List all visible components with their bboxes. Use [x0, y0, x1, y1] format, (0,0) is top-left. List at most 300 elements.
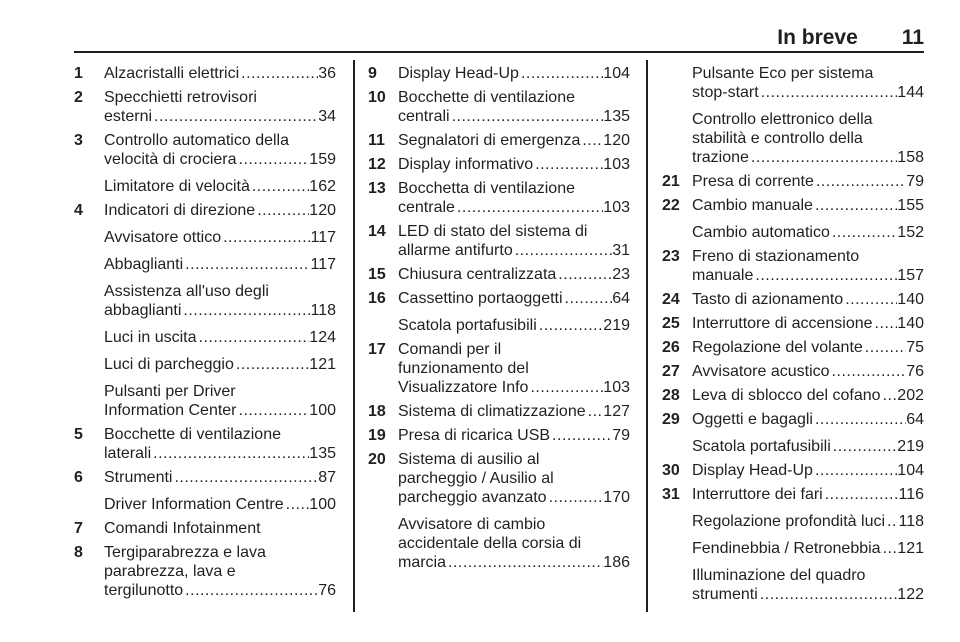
dot-leader: [197, 328, 310, 347]
entry-number: [662, 539, 692, 558]
dot-leader: [446, 553, 603, 572]
page-header: [777, 26, 924, 50]
entry-text-line: parcheggio / Ausilio al: [398, 470, 554, 487]
entry-number: 17: [368, 341, 386, 358]
dot-leader: [234, 355, 309, 374]
index-entry[interactable]: [368, 265, 630, 284]
entry-body: [104, 328, 336, 347]
index-entry[interactable]: [368, 131, 630, 150]
entry-page-number[interactable]: 219: [603, 317, 630, 334]
entry-body: [104, 495, 336, 514]
entry-body: [692, 437, 924, 456]
entry-page-number[interactable]: 117: [310, 256, 336, 273]
entry-number: 20: [368, 451, 386, 468]
entry-text-line: funzionamento del: [398, 360, 529, 377]
entry-text-line: Tergiparabrezza e lava: [104, 544, 266, 561]
entry-body: [104, 228, 336, 247]
entry-body: [104, 425, 336, 463]
entry-body: [104, 88, 336, 126]
entry-number: 6: [74, 469, 83, 486]
dot-leader: [513, 241, 612, 260]
index-entry[interactable]: [368, 316, 630, 335]
dot-leader: [758, 585, 898, 604]
dot-leader: [881, 539, 898, 558]
index-entry[interactable]: [74, 543, 336, 600]
dot-leader: [873, 314, 898, 333]
entry-text-line: Strumenti: [104, 469, 173, 486]
entry-number: 31: [662, 486, 680, 503]
entry-text-line: Bocchette di ventilazione: [398, 89, 575, 106]
entry-number: 3: [74, 132, 83, 149]
index-entry[interactable]: [74, 64, 336, 83]
index-entry[interactable]: [662, 566, 924, 604]
index-entry[interactable]: [74, 468, 336, 487]
entry-text-line: Sistema di ausilio al: [398, 451, 540, 468]
entry-page-number[interactable]: 135: [603, 108, 630, 125]
entry-body: [104, 255, 336, 274]
index-entry[interactable]: [74, 495, 336, 514]
entry-number: 13: [368, 180, 386, 197]
entry-body: [398, 179, 630, 217]
entry-body: [104, 177, 336, 196]
entry-text-line: Information Center: [104, 402, 237, 419]
dot-leader: [237, 401, 310, 420]
entry-number: [368, 316, 398, 335]
entry-page-number[interactable]: 79: [906, 173, 924, 190]
entry-body: [104, 382, 336, 420]
entry-page-number[interactable]: 103: [603, 156, 630, 173]
entry-page-number[interactable]: 64: [906, 411, 924, 428]
entry-body: [692, 566, 924, 604]
entry-body: [692, 64, 924, 102]
entry-body: [104, 282, 336, 320]
entry-text-line: Bocchetta di ventilazione: [398, 180, 575, 197]
entry-page-number[interactable]: 103: [603, 379, 630, 396]
entry-body: [692, 172, 924, 191]
dot-leader: [556, 265, 612, 284]
entry-text-line: tergilunotto: [104, 582, 184, 599]
entry-page-number[interactable]: 202: [897, 387, 924, 404]
entry-text-line: Fendinebbia / Retronebbia: [692, 540, 881, 557]
entry-body: [398, 131, 630, 150]
entry-text-line: centrali: [398, 108, 450, 125]
index-entry[interactable]: [74, 328, 336, 347]
index-entry[interactable]: [662, 110, 924, 167]
entry-number: 8: [74, 544, 83, 561]
dot-leader: [580, 131, 603, 150]
index-entry[interactable]: [368, 179, 630, 217]
dot-leader: [813, 461, 897, 480]
entry-number: [662, 512, 692, 531]
entry-text-line: Luci in uscita: [104, 329, 197, 346]
entry-text-line: Avvisatore acustico: [692, 363, 830, 380]
entry-text-line: centrale: [398, 199, 455, 216]
entry-number: [74, 228, 104, 247]
dot-leader: [183, 581, 318, 600]
entry-page-number[interactable]: 75: [906, 339, 924, 356]
index-entry[interactable]: [368, 88, 630, 126]
entry-text-line: Comandi per il: [398, 341, 502, 358]
index-entry[interactable]: [74, 382, 336, 420]
entry-text-line: Display informativo: [398, 156, 534, 173]
entry-page-number[interactable]: 87: [318, 469, 336, 486]
entry-page-number[interactable]: 31: [612, 242, 630, 259]
index-column-2: [368, 64, 630, 572]
entry-text-line: Limitatore di velocità: [104, 178, 250, 195]
index-column-3: [662, 64, 924, 604]
entry-body: [692, 512, 924, 531]
dot-leader: [843, 290, 897, 309]
dot-leader: [813, 196, 897, 215]
entry-page-number[interactable]: 100: [309, 402, 336, 419]
dot-leader: [250, 177, 309, 196]
entry-page-number[interactable]: 118: [898, 513, 924, 530]
index-entry[interactable]: [662, 461, 924, 480]
entry-text-line: Presa di corrente: [692, 173, 814, 190]
entry-body: [398, 515, 630, 572]
entry-text-line: Sistema di climatizzazione: [398, 403, 586, 420]
entry-body: [398, 88, 630, 126]
dot-leader: [284, 495, 310, 514]
entry-text-line: Freno di stazionamento: [692, 248, 860, 265]
entry-text-line: Cambio manuale: [692, 197, 813, 214]
entry-page-number[interactable]: 34: [318, 108, 336, 125]
entry-page-number[interactable]: 158: [897, 149, 924, 166]
entry-text-line: Specchietti retrovisori: [104, 89, 257, 106]
entry-page-number[interactable]: 121: [897, 540, 924, 557]
entry-number: [74, 328, 104, 347]
entry-page-number[interactable]: 103: [603, 199, 630, 216]
dot-leader: [528, 378, 603, 397]
entry-page-number[interactable]: 152: [897, 224, 924, 241]
entry-number: 23: [662, 248, 680, 265]
index-entry[interactable]: [368, 402, 630, 421]
entry-text-line: stop-start: [692, 84, 759, 101]
index-entry[interactable]: [662, 290, 924, 309]
dot-leader: [831, 437, 898, 456]
entry-page-number[interactable]: 127: [603, 403, 630, 420]
entry-text-line: Bocchette di ventilazione: [104, 426, 281, 443]
entry-number: [368, 515, 398, 572]
index-entry[interactable]: [662, 437, 924, 456]
entry-page-number[interactable]: 100: [309, 496, 336, 513]
entry-number: 5: [74, 426, 83, 443]
entry-body: [692, 223, 924, 242]
entry-number: [662, 110, 692, 167]
page-number: 11: [901, 26, 924, 49]
index-entry[interactable]: [74, 201, 336, 220]
entry-text-line: Pulsante Eco per sistema: [692, 65, 874, 82]
entry-text-line: Cassettino portaoggetti: [398, 290, 563, 307]
index-entry[interactable]: [368, 64, 630, 83]
entry-page-number[interactable]: 64: [612, 290, 630, 307]
index-entry[interactable]: [368, 426, 630, 445]
entry-page-number[interactable]: 159: [309, 151, 336, 168]
entry-text-line: stabilità e controllo della: [692, 130, 863, 147]
entry-text-line: Scatola portafusibili: [692, 438, 831, 455]
entry-text-line: velocità di crociera: [104, 151, 237, 168]
dot-leader: [455, 198, 603, 217]
entry-page-number[interactable]: 104: [603, 65, 630, 82]
entry-body: [104, 201, 336, 220]
entry-page-number[interactable]: 186: [603, 554, 630, 571]
index-entry[interactable]: [74, 131, 336, 169]
entry-page-number[interactable]: 76: [318, 582, 336, 599]
entry-text-line: Abbaglianti: [104, 256, 184, 273]
entry-body: [398, 222, 630, 260]
entry-body: [104, 355, 336, 374]
entry-body: [398, 316, 630, 335]
entry-text-line: Scatola portafusibili: [398, 317, 537, 334]
entry-text-line: manuale: [692, 267, 754, 284]
dot-leader: [881, 386, 898, 405]
dot-leader: [255, 201, 309, 220]
entry-text-line: Segnalatori di emergenza: [398, 132, 581, 149]
entry-number: [74, 282, 104, 320]
entry-page-number[interactable]: 104: [897, 462, 924, 479]
entry-text-line: accidentale della corsia di: [398, 535, 582, 552]
entry-text-line: Assistenza all'uso degli: [104, 283, 269, 300]
entry-text-line: parcheggio avanzato: [398, 489, 547, 506]
dot-leader: [181, 301, 310, 320]
entry-text-line: Regolazione del volante: [692, 339, 863, 356]
entry-text-line: Driver Information Centre: [104, 496, 284, 513]
entry-body: [692, 539, 924, 558]
dot-leader: [814, 172, 906, 191]
entry-number: 16: [368, 290, 386, 307]
index-entry[interactable]: [662, 386, 924, 405]
index-entry[interactable]: [368, 289, 630, 308]
entry-page-number[interactable]: 135: [309, 445, 336, 462]
entry-page-number[interactable]: 219: [897, 438, 924, 455]
entry-number: [662, 64, 692, 102]
entry-text-line: Chiusura centralizzata: [398, 266, 557, 283]
entry-page-number[interactable]: 140: [897, 291, 924, 308]
entry-page-number[interactable]: 36: [318, 65, 336, 82]
entry-body: [692, 362, 924, 381]
entry-number: 15: [368, 266, 386, 283]
entry-page-number[interactable]: 170: [603, 489, 630, 506]
entry-text-line: Presa di ricarica USB: [398, 427, 551, 444]
entry-body: [692, 196, 924, 215]
index-entry[interactable]: [74, 282, 336, 320]
entry-text-line: Display Head-Up: [692, 462, 813, 479]
entry-number: 18: [368, 403, 386, 420]
section-title: In breve: [777, 26, 858, 49]
entry-text-line: esterni: [104, 108, 153, 125]
entry-number: 27: [662, 363, 680, 380]
dot-leader: [550, 426, 612, 445]
entry-body: [692, 485, 924, 504]
entry-page-number[interactable]: 117: [310, 229, 336, 246]
entry-page-number[interactable]: 120: [309, 202, 336, 219]
entry-body: [398, 155, 630, 174]
entry-text-line: Indicatori di direzione: [104, 202, 256, 219]
header-rule: [74, 51, 924, 53]
dot-leader: [813, 410, 906, 429]
index-entry[interactable]: [74, 519, 336, 538]
entry-body: [104, 519, 336, 538]
entry-body: [104, 131, 336, 169]
index-entry[interactable]: [74, 177, 336, 196]
index-entry[interactable]: [368, 340, 630, 397]
index-entry[interactable]: [662, 485, 924, 504]
entry-text-line: Interruttore di accensione: [692, 315, 873, 332]
entry-page-number[interactable]: 155: [897, 197, 924, 214]
entry-number: [74, 495, 104, 514]
entry-number: 22: [662, 197, 680, 214]
entry-body: [104, 64, 336, 83]
entry-number: [662, 566, 692, 604]
entry-text-line: Pulsanti per Driver: [104, 383, 236, 400]
index-entry[interactable]: [662, 512, 924, 531]
entry-number: [662, 437, 692, 456]
index-entry[interactable]: [662, 539, 924, 558]
entry-page-number[interactable]: 23: [612, 266, 630, 283]
entry-page-number[interactable]: 118: [310, 302, 336, 319]
entry-number: 9: [368, 65, 377, 82]
entry-text-line: abbaglianti: [104, 302, 182, 319]
column-divider: [353, 60, 355, 612]
index-entry[interactable]: [74, 425, 336, 463]
entry-text-line: Luci di parcheggio: [104, 356, 234, 373]
index-entry[interactable]: [662, 410, 924, 429]
entry-body: [692, 290, 924, 309]
entry-page-number[interactable]: 144: [897, 84, 924, 101]
entry-number: 2: [74, 89, 83, 106]
entry-body: [692, 338, 924, 357]
dot-leader: [753, 266, 897, 285]
entry-text-line: allarme antifurto: [398, 242, 513, 259]
entry-body: [398, 64, 630, 83]
entry-body: [692, 110, 924, 167]
index-entry[interactable]: [368, 222, 630, 260]
index-entry[interactable]: [74, 355, 336, 374]
column-divider: [646, 60, 648, 612]
index-entry[interactable]: [662, 196, 924, 215]
index-entry[interactable]: [662, 172, 924, 191]
entry-text-line: Interruttore dei fari: [692, 486, 823, 503]
entry-page-number[interactable]: 120: [603, 132, 630, 149]
dot-leader: [152, 107, 318, 126]
entry-text-line: strumenti: [692, 586, 758, 603]
dot-leader: [450, 107, 604, 126]
entry-text-line: Alzacristalli elettrici: [104, 65, 240, 82]
dot-leader: [237, 150, 310, 169]
entry-text-line: Oggetti e bagagli: [692, 411, 813, 428]
entry-page-number[interactable]: 76: [906, 363, 924, 380]
index-entry[interactable]: [662, 223, 924, 242]
entry-number: 30: [662, 462, 680, 479]
entry-page-number[interactable]: 140: [897, 315, 924, 332]
entry-text-line: laterali: [104, 445, 152, 462]
entry-page-number[interactable]: 124: [309, 329, 336, 346]
entry-text-line: Avvisatore ottico: [104, 229, 222, 246]
entry-body: [398, 402, 630, 421]
entry-number: 10: [368, 89, 386, 106]
entry-number: 24: [662, 291, 680, 308]
dot-leader: [823, 485, 899, 504]
entry-body: [692, 386, 924, 405]
dot-leader: [547, 488, 604, 507]
index-entry[interactable]: [74, 88, 336, 126]
index-entry[interactable]: [368, 515, 630, 572]
index-entry[interactable]: [74, 228, 336, 247]
entry-body: [398, 289, 630, 308]
entry-body: [692, 410, 924, 429]
index-entry[interactable]: [662, 338, 924, 357]
dot-leader: [830, 223, 897, 242]
entry-number: 19: [368, 427, 386, 444]
entry-number: 7: [74, 520, 83, 537]
entry-page-number[interactable]: 122: [897, 586, 924, 603]
entry-number: 25: [662, 315, 680, 332]
entry-text-line: Visualizzatore Info: [398, 379, 529, 396]
index-entry[interactable]: [368, 450, 630, 507]
entry-body: [692, 247, 924, 285]
dot-leader: [537, 316, 604, 335]
dot-leader: [586, 402, 604, 421]
entry-page-number[interactable]: 121: [309, 356, 336, 373]
dot-leader: [239, 64, 318, 83]
entry-page-number[interactable]: 162: [309, 178, 336, 195]
entry-page-number[interactable]: 79: [612, 427, 630, 444]
index-entry[interactable]: [74, 255, 336, 274]
entry-body: [398, 340, 630, 397]
dot-leader: [221, 228, 310, 247]
entry-text-line: Comandi Infotainment: [104, 520, 261, 537]
entry-number: 21: [662, 173, 680, 190]
entry-body: [398, 426, 630, 445]
dot-leader: [519, 64, 603, 83]
dot-leader: [830, 362, 907, 381]
entry-text-line: Avvisatore di cambio: [398, 516, 546, 533]
entry-text-line: marcia: [398, 554, 447, 571]
entry-body: [398, 450, 630, 507]
dot-leader: [183, 255, 310, 274]
index-entry[interactable]: [662, 247, 924, 285]
index-entry[interactable]: [662, 362, 924, 381]
entry-number: 4: [74, 202, 83, 219]
entry-number: 28: [662, 387, 680, 404]
dot-leader: [885, 512, 898, 531]
entry-number: [74, 255, 104, 274]
entry-text-line: Tasto di azionamento: [692, 291, 844, 308]
entry-body: [692, 461, 924, 480]
entry-text-line: Display Head-Up: [398, 65, 519, 82]
entry-body: [692, 314, 924, 333]
entry-text-line: LED di stato del sistema di: [398, 223, 588, 240]
entry-number: 11: [368, 132, 385, 149]
entry-text-line: Controllo automatico della: [104, 132, 289, 149]
dot-leader: [563, 289, 613, 308]
entry-number: [662, 223, 692, 242]
index-entry[interactable]: [662, 64, 924, 102]
index-entry[interactable]: [368, 155, 630, 174]
entry-number: [74, 177, 104, 196]
entry-text-line: Regolazione profondità luci: [692, 513, 886, 530]
entry-number: 1: [74, 65, 83, 82]
entry-text-line: Controllo elettronico della: [692, 111, 873, 128]
entry-page-number[interactable]: 116: [898, 486, 924, 503]
index-entry[interactable]: [662, 314, 924, 333]
dot-leader: [151, 444, 309, 463]
dot-leader: [863, 338, 906, 357]
entry-body: [104, 543, 336, 600]
entry-number: 14: [368, 223, 386, 240]
entry-page-number[interactable]: 157: [897, 267, 924, 284]
dot-leader: [749, 148, 897, 167]
